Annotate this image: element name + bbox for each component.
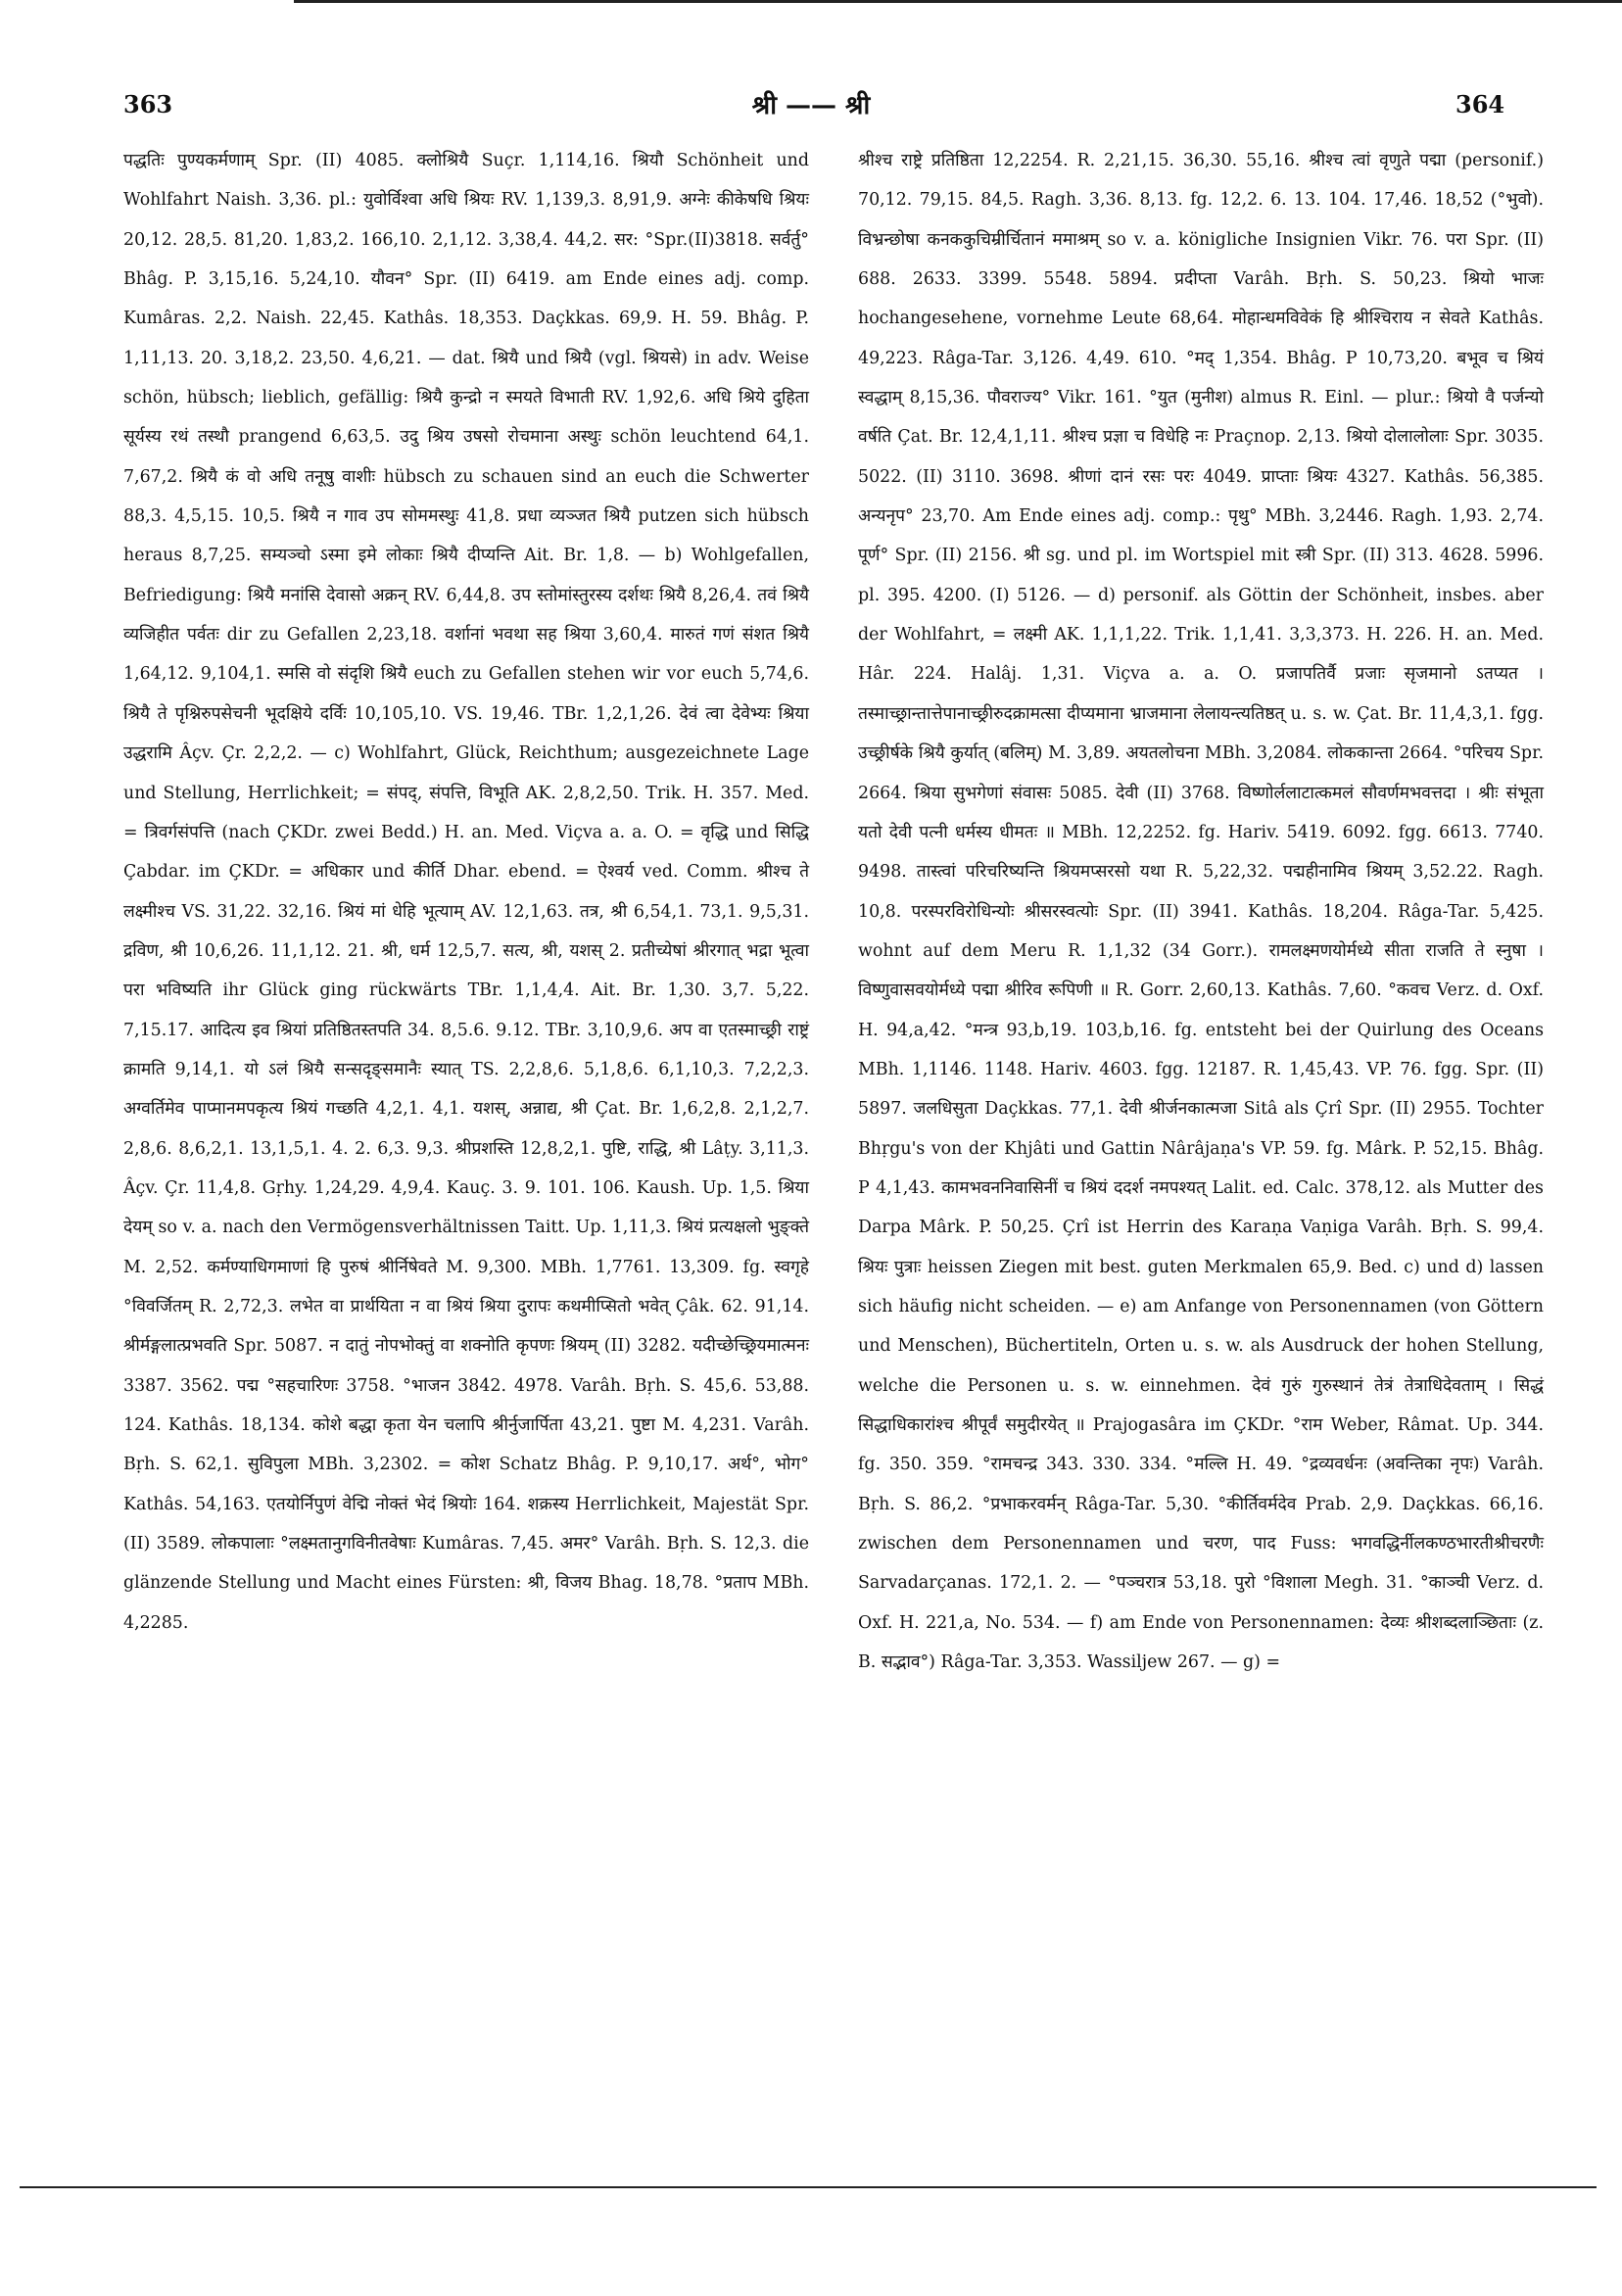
top-rule — [294, 0, 1622, 3]
right-column — [858, 141, 1544, 1682]
left-page-number: 363 — [123, 90, 173, 119]
right-column-text: श्रीश्च राष्ट्रे प्रतिष्ठिता 12,2254. R. 2,21,15. 36,30. 55,16. श्रीश्च त्वां वृणुते पद्मा (personif.) 70,12. 79,15. 84,5. Ragh. 3,36. 8,13. fg. 12,2. 6. 13. 104. 17,46. 18,52 (°भुवो). विभ्रन्छोषा कनककुचिम्रीर्चितानं ममाश्रम् so v. a. königliche Insignien Vikr. 76. परा Spr. (II) 688. 2633. 3399. 5548. 5894. प्रदीप्ता Varâh. Bṛh. S. 50,23. श्रियो भाजः hochangesehene, vornehme Leute 68,64. मोहान्धमविवेकं हि श्रीश्चिराय न सेवते Kathâs. 49,223. Râga-Tar. 3,126. 4,49. 610. °मद् 1,354. Bhâg. P 10,73,20. बभूव च श्रियं स्वद्धाम् 8,15,36. पौवराज्य° Vikr. 161. °युत (मुनीश) almus R. Einl. — plur.: श्रियो वै पर्जन्यो वर्षति Çat. Br. 12,4,1,11. श्रीश्च प्रज्ञा च विधेहि नः Praçnop. 2,13. श्रियो दोलालोलाः Spr. 3035. 5022. (II) 3110. 3698. श्रीणां दानं रसः परः 4049. प्राप्ताः श्रियः 4327. Kathâs. 56,385. अन्यनृप° 23,70. Am Ende eines adj. comp.: पृथु° MBh. 3,2446. Ragh. 1,93. 2,74. पूर्ण° Spr. (II) 2156. श्री sg. und pl. im Wortspiel mit स्त्री Spr. (II) 313. 4628. 5996. pl. 395. 4200. (I) 5126. — d) personif. als Göttin der Schönheit, insbes. aber der Wohlfahrt, = लक्ष्मी AK. 1,1,1,22. Trik. 1,1,41. 3,3,373. H. 226. H. an. Med. Hâr. 224. Halâj. 1,31. Viçva a. a. O. प्रजापतिर्वै प्रजाः सृजमानो ऽतप्यत । तस्माच्छ्रान्तात्तेपानाच्छ्रीरुदक्रामत्सा दीप्यमाना भ्राजमाना लेलायन्त्यतिष्ठत् u. s. w. Çat. Br. 11,4,3,1. fgg. उच्छ्रीर्षके श्रियै कुर्यात् (बलिम्) M. 3,89. अयतलोचना MBh. 3,2084. लोककान्ता 2664. °परिचय Spr. 2664. श्रिया सुभगेणां संवासः 5085. देवी (II) 3768. विष्णोर्ललाटात्कमलं सौवर्णमभवत्तदा । श्रीः संभूता यतो देवी पत्नी धर्मस्य धीमतः ॥ MBh. 12,2252. fg. Hariv. 5419. 6092. fgg. 6613. 7740. 9498. तास्त्वां परिचरिष्यन्ति श्रियमप्सरसो यथा R. 5,22,32. पद्महीनामिव श्रियम् 3,52.22. Ragh. 10,8. परस्परविरोधिन्योः श्रीसरस्वत्योः Spr. (II) 3941. Kathâs. 18,204. Râga-Tar. 5,425. wohnt auf dem Meru R. 1,1,32 (34 Gorr.). रामलक्ष्मणयोर्मध्ये सीता राजति ते स्नुषा । विष्णुवासवयोर्मध्ये पद्मा श्रीरिव रूपिणी ॥ R. Gorr. 2,60,13. Kathâs. 7,60. °कवच Verz. d. Oxf. H. 94,a,42. °मन्त्र 93,b,19. 103,b,16. fg. entsteht bei der Quirlung des Oceans MBh. 1,1146. 1148. Hariv. 4603. fgg. 12187. R. 1,45,43. VP. 76. fgg. Spr. (II) 5897. जलधिसुता Daçkkas. 77,1. देवी श्रीर्जनकात्मजा Sitâ als Çrî Spr. (II) 2955. Tochter Bhṛgu's von der Khjâti und Gattin Nârâjaṇa's VP. 59. fg. Mârk. P. 52,15. Bhâg. P 4,1,43. कामभवननिवासिनीं च श्रियं ददर्श नमपश्यत् Lalit. ed. Calc. 378,12. als Mutter des Darpa Mârk. P. 50,25. Çrî ist Herrin des Karaṇa Vaṇiga Varâh. Bṛh. S. 99,4. श्रियः पुत्राः heissen Ziegen mit best. guten Merkmalen 65,9. Bed. c) und d) lassen sich häufig nicht scheiden. — e) am Anfange von Personennamen (von Göttern und Menschen), Büchertiteln, Orten u. s. w. als Ausdruck der hohen Stellung, welche die Personen u. s. w. einnehmen. देवं गुरुं गुरुस्थानं तेत्रं तेत्राधिदेवताम् । सिद्धं सिद्धाधिकारांश्च श्रीपूर्वं समुदीरयेत् ॥ Prajogasâra im ÇKDr. °राम Weber, Râmat. Up. 344. fg. 350. 359. °रामचन्द्र 343. 330. 334. °मल्लि H. 49. °द्रव्यवर्धनः (अवन्तिका नृपः) Varâh. Bṛh. S. 86,2. °प्रभाकरवर्मन् Râga-Tar. 5,30. °कीर्तिवर्मदेव Prab. 2,9. Daçkkas. 66,16. zwischen dem Personennamen und चरण, पाद Fuss: भगवद्धिर्नीलकण्ठभारतीश्रीचरणैः Sarvadarçanas. 172,1. 2. — °पञ्चरात्र 53,18. पुरो °विशाला Megh. 31. °काञ्ची Verz. d. Oxf. H. 221,a, No. 534. — f) am Ende von Personennamen: देव्यः श्रीशब्दलाञ्छिताः (z. B. सद्भाव°) Râga-Tar. 3,353. Wassiljew 267. — g) = — [858, 151, 1544, 1673]
left-column-text: पद्धतिः पुण्यकर्मणाम् Spr. (II) 4085. क्लोश्रियै Suçr. 1,114,16. श्रियौ Schönheit und Wohlfahrt Naish. 3,36. pl.: युवोर्विश्वा अधि श्रियः RV. 1,139,3. 8,91,9. अग्नेः कीकेषधि श्रियः 20,12. 28,5. 81,20. 1,83,2. 166,10. 2,1,12. 3,38,4. 44,2. सर: °Spr.(II)3818. सर्वर्तु° Bhâg. P. 3,15,16. 5,24,10. यौवन° Spr. (II) 6419. am Ende eines adj. comp. Kumâras. 2,2. Naish. 22,45. Kathâs. 18,353. Daçkkas. 69,9. H. 59. Bhâg. P. 1,11,13. 20. 3,18,2. 23,50. 4,6,21. — dat. श्रियै und श्रियै (vgl. श्रियसे) in adv. Weise schön, hübsch; lieblich, gefällig: श्रियै कुन्द्रो न स्मयते विभाती RV. 1,92,6. अधि श्रिये दुहिता सूर्यस्य रथं तस्थौ prangend 6,63,5. उदु श्रिय उषसो रोचमाना अस्थुः schön leuchtend 64,1. 7,67,2. श्रियै कं वो अधि तनूषु वाशीः hübsch zu schauen sind an euch die Schwerter 88,3. 4,5,15. 10,5. श्रियै न गाव उप सोममस्थुः 41,8. प्रधा व्यञ्जत श्रियै putzen sich hübsch heraus 8,7,25. सम्यञ्चो ऽस्मा इमे लोकाः श्रियै दीप्यन्ति Ait. Br. 1,8. — b) Wohlgefallen, Befriedigung: श्रियै मनांसि देवासो अक्रन् RV. 6,44,8. उप स्तोमांस्तुरस्य दर्शथः श्रियै 8,26,4. तवं श्रियै व्यजिहीत पर्वतः dir zu Gefallen 2,23,18. वर्शानां भवथा सह श्रिया 3,60,4. मारुतं गणं संशत श्रियै 1,64,12. 9,104,1. स्मसि वो संदृशि श्रियै euch zu Gefallen stehen wir vor euch 5,74,6. श्रियै ते पृश्निरुपसेचनी भूदक्षिये दर्विः 10,105,10. VS. 19,46. TBr. 1,2,1,26. देवं त्वा देवेभ्यः श्रिया उद्धरामि Âçv. Çr. 2,2,2. — c) Wohlfahrt, Glück, Reichthum; ausgezeichnete Lage und Stellung, Herrlichkeit; = संपद्, संपत्ति, विभूति AK. 2,8,2,50. Trik. H. 357. Med. = त्रिवर्गसंपत्ति (nach ÇKDr. zwei Bedd.) H. an. Med. Viçva a. a. O. = वृद्धि und सिद्धि Çabdar. im ÇKDr. = अधिकार und कीर्ति Dhar. ebend. = ऐश्वर्य ved. Comm. श्रीश्च ते लक्ष्मीश्च VS. 31,22. 32,16. श्रियं मां धेहि भूत्याम् AV. 12,1,63. तत्र, श्री 6,54,1. 73,1. 9,5,31. द्रविण, श्री 10,6,26. 11,1,12. 21. श्री, धर्म 12,5,7. सत्य, श्री, यशस् 2. प्रतीच्येषां श्रीरगात् भद्रा भूत्वा परा भविष्यति ihr Glück ging rückwärts TBr. 1,1,4,4. Ait. Br. 1,30. 3,7. 5,22. 7,15.17. आदित्य इव श्रियां प्रतिष्ठितस्तपति 34. 8,5.6. 9.12. TBr. 3,10,9,6. अप वा एतस्माच्छ्री राष्ट्रं क्रामति 9,14,1. यो ऽलं श्रियै सन्सदृङ्समानैः स्यात् TS. 2,2,8,6. 5,1,8,6. 6,1,10,3. 7,2,2,3. अग्वर्तिमेव पाप्मानमपकृत्य श्रियं गच्छति 4,2,1. 4,1. यशस्, अन्नाद्य, श्री Çat. Br. 1,6,2,8. 2,1,2,7. 2,8,6. 8,6,2,1. 13,1,5,1. 4. 2. 6,3. 9,3. श्रीप्रशस्ति 12,8,2,1. पुष्टि, राद्धि, श्री Lâṭy. 3,11,3. Âçv. Çr. 11,4,8. Gṛhy. 1,24,29. 4,9,4. Kauç. 3. 9. 101. 106. Kaush. Up. 1,5. श्रिया देयम् so v. a. nach den Vermögensverhältnissen Taitt. Up. 1,11,3. श्रियं प्रत्यक्षलो भुङ्क्ते M. 2,52. कर्मण्याधिगमाणां हि पुरुषं श्रीर्निषेवते M. 9,300. MBh. 1,7761. 13,309. fg. स्वगृहे °विवर्जितम् R. 2,72,3. लभेत वा प्रार्थयिता न वा श्रियं श्रिया दुरापः कथमीप्सितो भवेत् Çâk. 62. 91,14. श्रीर्मङ्गलात्प्रभवति Spr. 5087. न दातुं नोपभोक्तुं वा शक्नोति कृपणः श्रियम् (II) 3282. यदीच्छेच्छ्रियमात्मनः 3387. 3562. पद्म °सहचारिणः 3758. °भाजन 3842. 4978. Varâh. Bṛh. S. 45,6. 53,88. 124. Kathâs. 18,134. कोशे बद्धा कृता येन चलापि श्रीर्नुजार्पिता 43,21. पुष्टा M. 4,231. Varâh. Bṛh. S. 62,1. सुविपुला MBh. 3,2302. = कोश Schatz Bhâg. P. 9,10,17. अर्थ°, भोग° Kathâs. 54,163. एतयोर्निपुणं वेद्मि नोक्तं भेदं श्रियोः 164. शक्रस्य Herrlichkeit, Majestät Spr. (II) 3589. लोकपालाः °लक्ष्मतानुगविनीतवेषाः Kumâras. 7,45. अमर° Varâh. Bṛh. S. 12,3. die glänzende Stellung und Macht eines Fürsten: श्री, विजय Bhag. 18,78. °प्रताप MBh. 4,2285. — [123, 151, 809, 1633]
right-page-number: 364 — [1455, 90, 1505, 119]
page-header — [0, 90, 1622, 129]
bottom-rule — [20, 2186, 1597, 2188]
left-column — [123, 141, 809, 1643]
running-head: श्री —— श्री — [751, 91, 871, 120]
